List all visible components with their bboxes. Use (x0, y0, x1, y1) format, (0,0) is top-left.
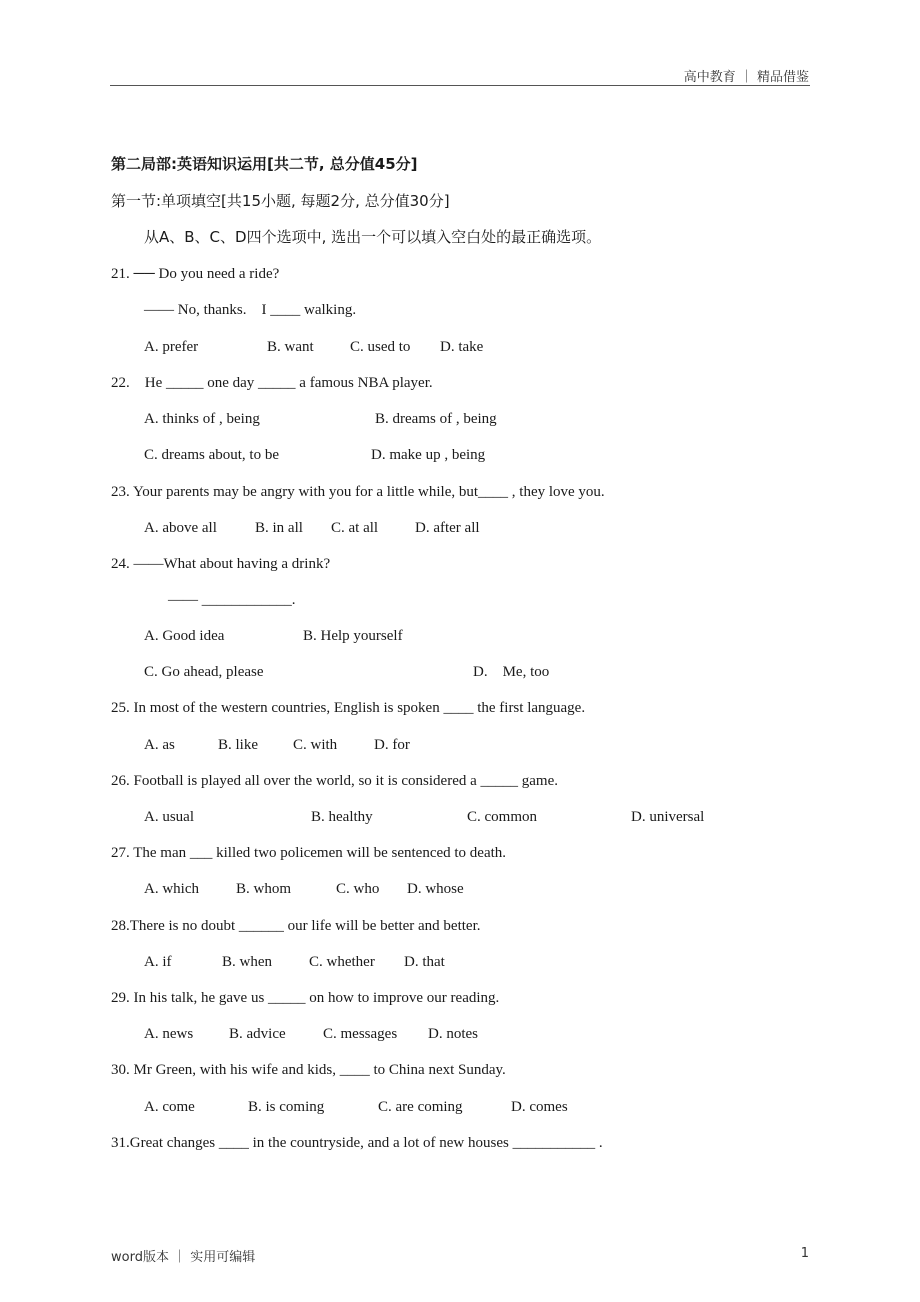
question-24-option-d: D. Me, too (473, 664, 550, 680)
question-24-dialog: —— ____________. (168, 592, 296, 608)
question-28-option-d: D. that (404, 954, 445, 970)
question-22-stem: 22. He _____ one day _____ a famous NBA player. (111, 375, 433, 391)
question-26-option-d: D. universal (631, 809, 705, 825)
question-27-option-b: B. whom (236, 881, 292, 897)
question-26-option-b: B. healthy (311, 809, 373, 825)
page-footer: word版本 ｜ 实用可编辑 (111, 1250, 256, 1265)
question-25-option-c: C. with (293, 737, 338, 753)
question-27-option-c: C. who (336, 881, 380, 897)
question-22-option-d: D. make up , being (371, 447, 486, 463)
question-24-option-c: C. Go ahead, please (144, 664, 264, 680)
question-28-stem: 28.There is no doubt ______ our life will be better and better. (111, 918, 481, 934)
question-21-option-d: D. take (440, 339, 484, 355)
question-28-option-c: C. whether (309, 954, 375, 970)
question-21-stem: 21. ── Do you need a ride? (111, 266, 280, 282)
question-28-option-a: A. if (144, 954, 172, 970)
question-23-option-c: C. at all (331, 520, 379, 536)
section-title: 第二局部:英语知识运用[共二节, 总分值45分] (111, 155, 418, 173)
question-29-option-d: D. notes (428, 1026, 478, 1042)
question-29-option-c: C. messages (323, 1026, 398, 1042)
question-29-stem: 29. In his talk, he gave us _____ on how to improve our reading. (111, 990, 500, 1006)
question-22-option-c: C. dreams about, to be (144, 447, 279, 463)
question-27-option-a: A. which (144, 881, 199, 897)
question-24-stem: 24. ——What about having a drink? (111, 556, 331, 572)
question-30-stem: 30. Mr Green, with his wife and kids, ____ to China next Sunday. (111, 1062, 506, 1078)
question-21-dialog: —— No, thanks. I ____ walking. (144, 302, 357, 318)
question-22-option-a: A. thinks of , being (144, 411, 260, 427)
question-25-option-a: A. as (144, 737, 175, 753)
question-24-option-a: A. Good idea (144, 628, 225, 644)
question-21-option-b: B. want (267, 339, 314, 355)
question-25-option-d: D. for (374, 737, 410, 753)
question-30-option-d: D. comes (511, 1099, 568, 1115)
page-number: 1 (800, 1246, 809, 1261)
question-22-option-b: B. dreams of , being (375, 411, 497, 427)
question-23-option-a: A. above all (144, 520, 217, 536)
question-21-option-c: C. used to (350, 339, 411, 355)
header-rule (110, 85, 810, 86)
section-instruction: 从A、B、C、D四个选项中, 选出一个可以填入空白处的最正确选项。 (144, 228, 602, 246)
question-23-option-d: D. after all (415, 520, 480, 536)
section-subtitle: 第一节:单项填空[共15小题, 每题2分, 总分值30分] (111, 192, 450, 210)
question-23-option-b: B. in all (255, 520, 303, 536)
question-27-stem: 27. The man ___ killed two policemen will be sentenced to death. (111, 845, 507, 861)
question-30-option-a: A. come (144, 1099, 195, 1115)
question-24-option-b: B. Help yourself (303, 628, 403, 644)
question-31-stem: 31.Great changes ____ in the countryside, and a lot of new houses ___________ . (111, 1135, 603, 1151)
question-29-option-a: A. news (144, 1026, 194, 1042)
question-26-option-a: A. usual (144, 809, 194, 825)
question-30-option-c: C. are coming (378, 1099, 463, 1115)
question-23-stem: 23. Your parents may be angry with you for a little while, but____ , they love you. (111, 484, 605, 500)
page-header: 高中教育 ｜ 精品借鉴 (683, 70, 809, 85)
question-26-option-c: C. common (467, 809, 537, 825)
question-21-option-a: A. prefer (144, 339, 199, 355)
question-26-stem: 26. Football is played all over the world, so it is considered a _____ game. (111, 773, 558, 789)
question-25-option-b: B. like (218, 737, 258, 753)
question-28-option-b: B. when (222, 954, 272, 970)
question-30-option-b: B. is coming (248, 1099, 325, 1115)
question-29-option-b: B. advice (229, 1026, 286, 1042)
question-25-stem: 25. In most of the western countries, English is spoken ____ the first language. (111, 700, 586, 716)
question-27-option-d: D. whose (407, 881, 464, 897)
